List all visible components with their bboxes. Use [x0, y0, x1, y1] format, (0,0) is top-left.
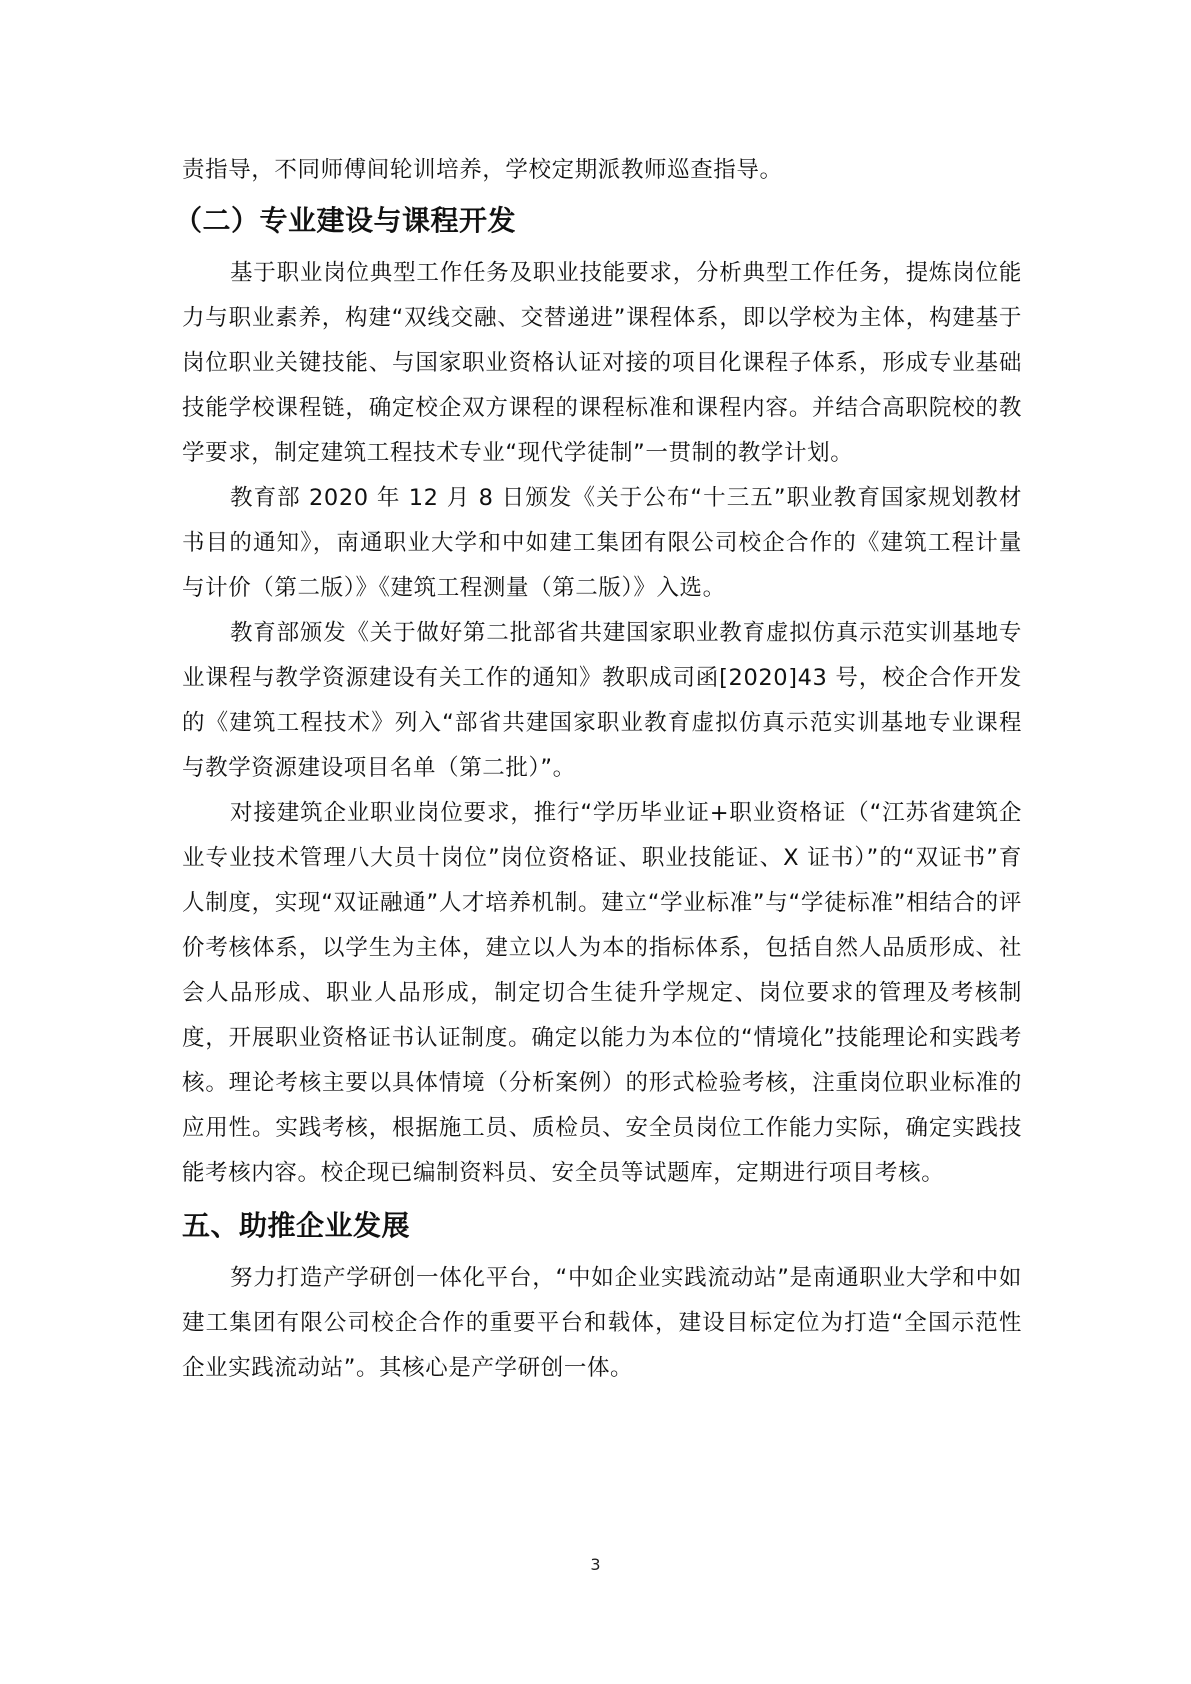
- paragraph-virtual-simulation: 教育部颁发《关于做好第二批部省共建国家职业教育虚拟仿真示范实训基地专业课程与教学资源建设有关工作的通知》教职成司函[2020]43 号，校企合作开发的《建筑工程技术》列入“部省共建国家职业教育虚拟仿真示范实训基地专业课程与教学资源建设项目名单（第二批）”。: [182, 620, 1022, 781]
- page-number: 3: [590, 1555, 601, 1574]
- section-heading-curriculum: （二）专业建设与课程开发: [174, 204, 517, 237]
- paragraph-dual-certificate: 对接建筑企业职业岗位要求，推行“学历毕业证+职业资格证（“江苏省建筑企业专业技术管理八大员十岗位”岗位资格证、职业技能证、X 证书）”的“双证书”育人制度，实现“双证融通”人才培养机制。建立“学业标准”与“学徒标准”相结合的评价考核体系，以学生为主体，建立以人为本的指标体系，包括自然人品质形成、社会人品形成、职业人品形成，制定切合生徒升学规定、岗位要求的管理及考核制度，开展职业资格证书认证制度。确定以能力为本位的“情境化”技能理论和实践考核。理论考核主要以具体情境（分析案例）的形式检验考核，注重岗位职业标准的应用性。实践考核，根据施工员、质检员、安全员岗位工作能力实际，确定实践技能考核内容。校企现已编制资料员、安全员等试题库，定期进行项目考核。: [182, 800, 1022, 1186]
- paragraph-textbooks: 教育部 2020 年 12 月 8 日颁发《关于公布“十三五”职业教育国家规划教材书目的通知》，南通职业大学和中如建工集团有限公司校企合作的《建筑工程计量与计价（第二版）》《建筑工程测量（第二版）》入选。: [182, 485, 1022, 601]
- paragraph-curriculum-system: 基于职业岗位典型工作任务及职业技能要求，分析典型工作任务，提炼岗位能力与职业素养，构建“双线交融、交替递进”课程体系，即以学校为主体，构建基于岗位职业关键技能、与国家职业资格认证对接的项目化课程子体系，形成专业基础技能学校课程链，确定校企双方课程的课程标准和课程内容。并结合高职院校的教学要求，制定建筑工程技术专业“现代学徒制”一贯制的教学计划。: [182, 260, 1022, 466]
- section-heading-enterprise: 五、助推企业发展: [182, 1209, 411, 1242]
- paragraph-practice-station: 努力打造产学研创一体化平台，“中如企业实践流动站”是南通职业大学和中如建工集团有限公司校企合作的重要平台和载体，建设目标定位为打造“全国示范性企业实践流动站”。其核心是产学研创一体。: [182, 1265, 1022, 1381]
- page-content: [174, 148, 1022, 1391]
- continuation-paragraph: 责指导，不同师傅间轮训培养，学校定期派教师巡查指导。: [182, 157, 783, 183]
